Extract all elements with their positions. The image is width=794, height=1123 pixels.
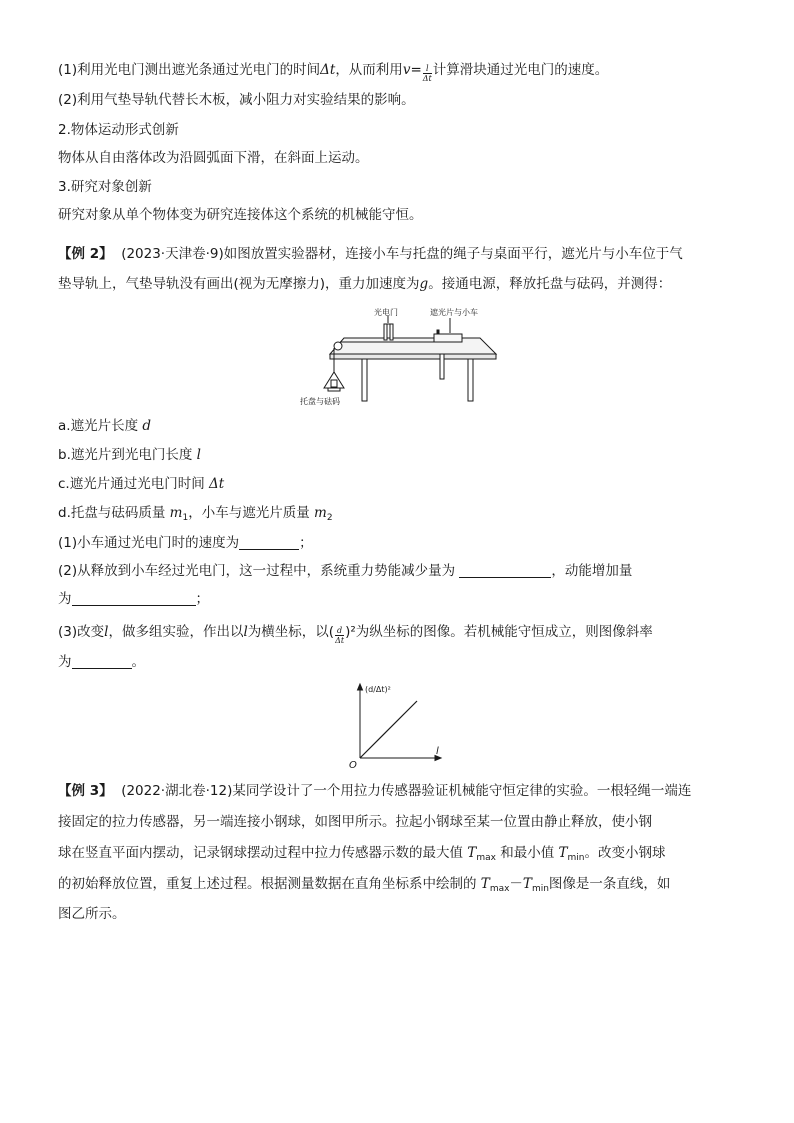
example-2-intro: 【例 2】 (2023·天津卷·9)如图放置实验器材，连接小车与托盘的绳子与桌面平行，遮光片与小车位于气: [58, 246, 683, 262]
origin-label: O: [349, 760, 357, 770]
x-axis-label: l: [436, 746, 439, 757]
table-top: [330, 338, 496, 354]
answer-blank[interactable]: [72, 591, 196, 606]
item-d: d.托盘与砝码质量 $m_1$，小车与遮光片质量 $m_2$: [58, 505, 333, 523]
paragraph-2: (2)利用气垫导轨代替长木板，减小阻力对实验结果的影响。: [58, 92, 415, 108]
question-1: (1)小车通过光电门时的速度为 ；: [58, 535, 313, 551]
slope-graph: [345, 680, 455, 770]
example-3-line1: 【例 3】 (2022·湖北卷·12)某同学设计了一个用拉力传感器验证机械能守恒定律的实验。一根轻绳一端连: [58, 783, 692, 799]
item-b: b.遮光片到光电门长度 l: [58, 447, 201, 463]
item-a: a.遮光片长度 d: [58, 418, 152, 434]
example-3-line5: 图乙所示。: [58, 906, 126, 922]
apparatus-figure: [300, 302, 500, 410]
label-tray: 托盘与砝码: [300, 397, 340, 406]
example-2-label: 【例 2】: [58, 246, 113, 262]
question-3: (3)改变l，做多组实验，作出以l为横坐标，以( $\frac{d}{\Delta t}$ )²为纵坐标的图像。若机械能守恒成立，则图像斜率: [58, 624, 653, 645]
section-2-body: 物体从自由落体改为沿圆弧面下滑，在斜面上运动。: [58, 150, 369, 166]
table-leg: [468, 359, 473, 401]
example-3-line4: 的初始释放位置，重复上述过程。根据测量数据在直角坐标系中绘制的 $T_{max}-T_{min}$图像是一条直线，如: [58, 876, 671, 894]
item-c: c.遮光片通过光电门时间 Δt: [58, 476, 225, 492]
example-2-intro-line2: 垫导轨上，气垫导轨没有画出(视为无摩擦力)，重力加速度为g。接通电源，释放托盘与砝码，并测得：: [58, 276, 672, 292]
example-3-label: 【例 3】: [58, 783, 113, 799]
pulley-icon: [334, 342, 342, 350]
plot-line: [360, 701, 417, 758]
question-3-line2: 为 。: [58, 654, 145, 670]
answer-blank[interactable]: [459, 563, 551, 578]
table-leg: [362, 359, 367, 401]
paragraph-1: (1)利用光电门测出遮光条通过光电门的时间Δt，从而利用v= $\frac{l}{\Delta t}$ 计算滑块通过光电门的速度。: [58, 62, 609, 83]
answer-blank[interactable]: [72, 654, 132, 669]
question-2: (2)从释放到小车经过光电门，这一过程中，系统重力势能减少量为 ，动能增加量: [58, 563, 633, 579]
photogate-icon: [384, 324, 387, 340]
question-2-line2: 为 ；: [58, 591, 209, 607]
answer-blank[interactable]: [239, 535, 299, 550]
example-3-line2: 接固定的拉力传感器，另一端连接小钢球，如图甲所示。拉起小钢球至某一位置由静止释放，使小钢: [58, 814, 652, 830]
y-axis-arrow-icon: [358, 684, 363, 690]
example-2-source: (2023·天津卷·9): [121, 246, 224, 262]
y-axis-label: (d/Δt)²: [365, 685, 391, 694]
fraction-l-over-dt: $\frac{l}{\Delta t}$: [422, 64, 432, 83]
fraction-d-over-dt: $\frac{d}{\Delta t}$: [335, 626, 345, 645]
label-cart: 遮光片与小车: [430, 308, 478, 317]
example-3-line3: 球在竖直平面内摆动，记录钢球摆动过程中拉力传感器示数的最大值 $T_{max}$ 和最小值 $T_{min}$。改变小钢球: [58, 845, 666, 863]
section-3-title: 3.研究对象创新: [58, 179, 152, 195]
cart-icon: [434, 334, 462, 342]
section-2-title: 2.物体运动形式创新: [58, 122, 179, 138]
section-3-body: 研究对象从单个物体变为研究连接体这个系统的机械能守恒。: [58, 207, 423, 223]
example-3-source: (2022·湖北卷·12): [121, 783, 233, 799]
label-photogate: 光电门: [374, 308, 398, 317]
